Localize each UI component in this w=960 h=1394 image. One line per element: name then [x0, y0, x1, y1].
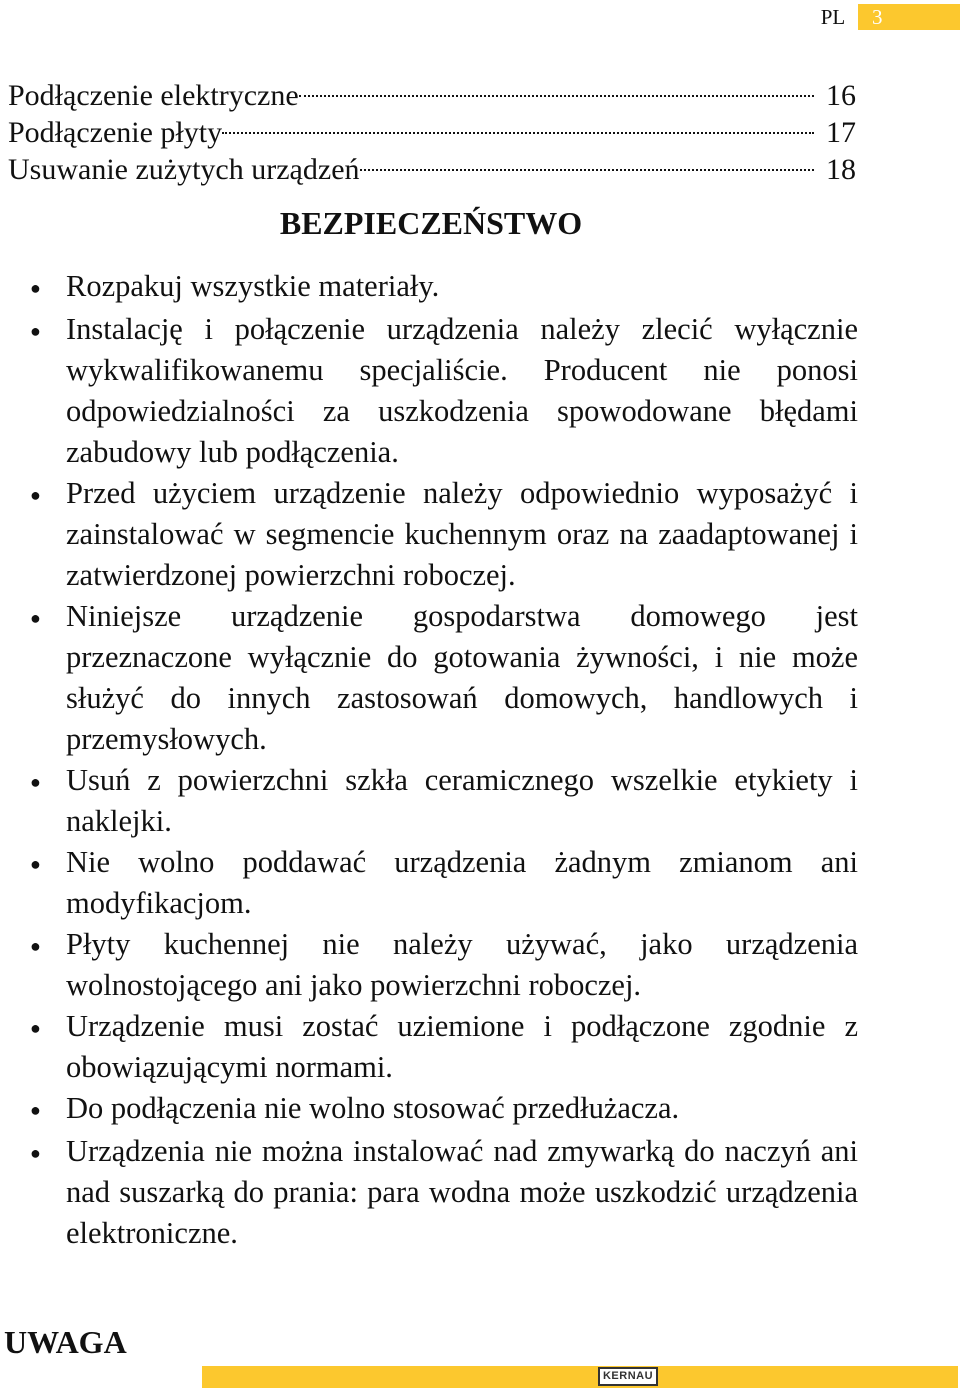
toc-entry-title: Podłączenie płyty — [8, 116, 223, 149]
bullet-icon: ● — [30, 278, 41, 298]
list-item — [30, 309, 858, 473]
list-item — [30, 596, 858, 760]
toc-entry-page: 16 — [826, 79, 856, 112]
bullet-icon: ● — [30, 772, 41, 792]
bullet-icon: ● — [30, 1143, 41, 1163]
toc-entry-page: 17 — [826, 116, 856, 149]
toc-dot-leader — [360, 142, 822, 179]
toc-entry-title: Usuwanie zużytych urządzeń — [8, 153, 360, 186]
list-item-text: Niniejsze urządzenie gospodarstwa domowego jest przeznaczone wyłącznie do gotowania żywności, i nie może służyć do innych zastosowań domowych, handlowych i przemysłowych. — [66, 599, 858, 756]
bullet-icon: ● — [30, 854, 41, 874]
list-item — [30, 473, 858, 596]
toc-dot-leader — [222, 105, 822, 142]
list-item — [30, 924, 858, 1006]
list-item-text: Płyty kuchennej nie należy używać, jako urządzenia wolnostojącego ani jako powierzchni roboczej. — [66, 927, 858, 1002]
bullet-icon: ● — [30, 1100, 41, 1120]
brand-logo: KERNAU — [598, 1367, 658, 1386]
list-item-text: Nie wolno poddawać urządzenia żadnym zmianom ani modyfikacjom. — [66, 845, 858, 920]
list-item — [30, 760, 858, 842]
list-item — [30, 1006, 858, 1088]
toc-dot-leader — [299, 68, 822, 105]
footer-accent-bar — [202, 1366, 958, 1388]
list-item-text: Usuń z powierzchni szkła ceramicznego wszelkie etykiety i naklejki. — [66, 763, 858, 838]
toc-entry-title: Podłączenie elektryczne — [8, 79, 299, 112]
toc-entry-electrical — [8, 68, 856, 112]
toc-entry-page: 18 — [826, 153, 856, 186]
list-item — [30, 1088, 858, 1131]
list-item-text: Instalację i połączenie urządzenia należy zlecić wyłącznie wykwalifikowanemu specjaliście. Producent nie ponosi odpowiedzialności za uszkodzenia spowodowane błędami zabudowy lub podłączenia. — [66, 312, 858, 469]
page-number: 3 — [858, 4, 960, 30]
list-item-text: Urządzenia nie można instalować nad zmywarką do naczyń ani nad suszarką do prania: para wodna może uszkodzić urządzenia elektroniczne. — [66, 1134, 858, 1250]
warning-title: UWAGA — [4, 1324, 127, 1360]
list-item-text: Rozpakuj wszystkie materiały. — [66, 269, 440, 303]
list-item-text: Przed użyciem urządzenie należy odpowiednio wyposażyć i zainstalować w segmencie kuchennym oraz na zaadaptowanej i zatwierdzonej powierzchni roboczej. — [66, 476, 858, 592]
list-item — [30, 266, 858, 309]
list-item — [30, 842, 858, 924]
list-item-text: Do podłączenia nie wolno stosować przedłużacza. — [66, 1091, 680, 1125]
bullet-icon: ● — [30, 1018, 41, 1038]
list-item — [30, 1131, 858, 1254]
bullet-icon: ● — [30, 485, 41, 505]
section-title: BEZPIECZEŃSTWO — [279, 205, 583, 241]
bullet-icon: ● — [30, 608, 41, 628]
bullet-icon: ● — [30, 936, 41, 956]
list-item-text: Urządzenie musi zostać uziemione i podłączone zgodnie z obowiązującymi normami. — [66, 1009, 858, 1084]
safety-rules-list — [30, 266, 858, 1254]
language-code: PL — [820, 5, 846, 29]
table-of-contents — [8, 68, 856, 186]
bullet-icon: ● — [30, 321, 41, 341]
